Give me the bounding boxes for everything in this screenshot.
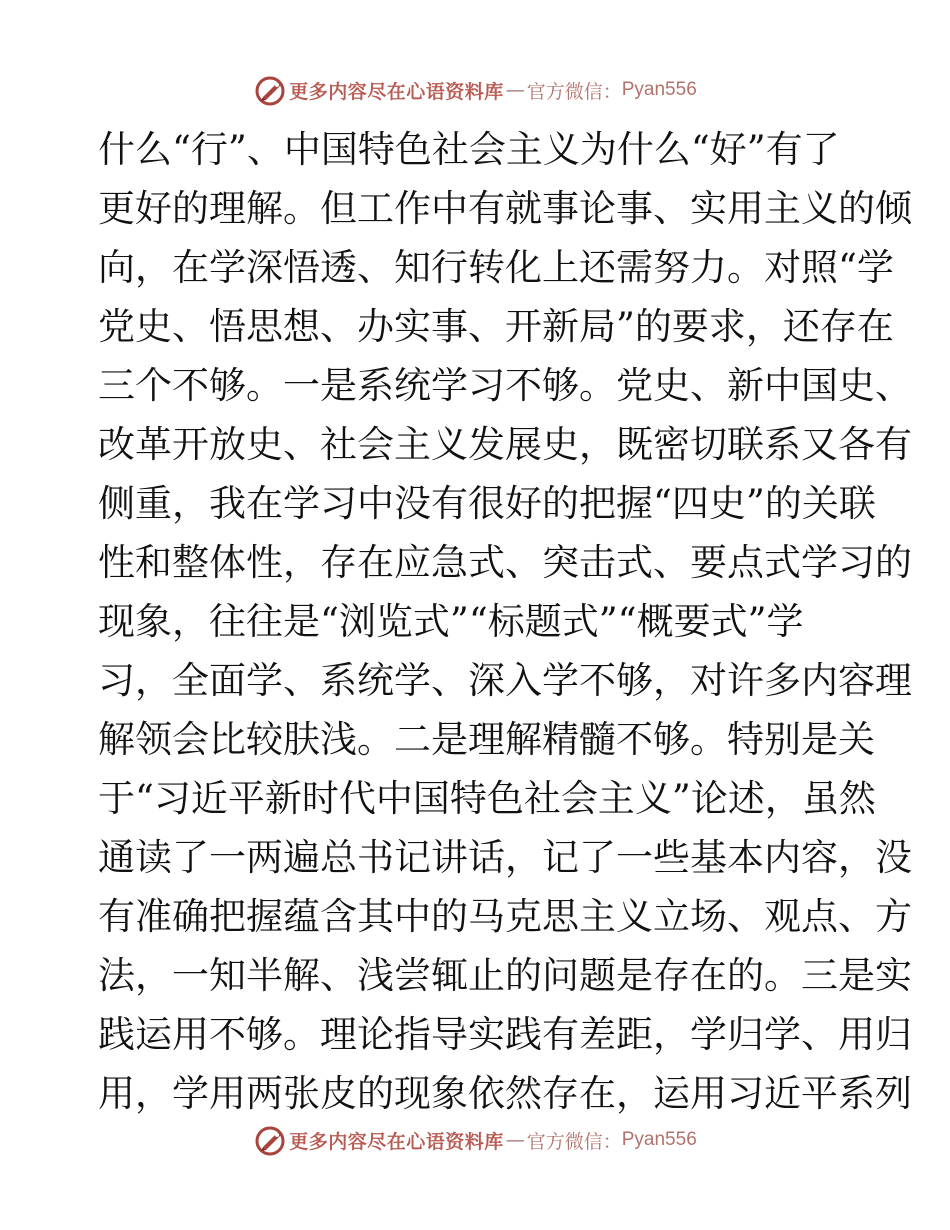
body-line: 侧重，我在学习中没有很好的把握“四史”的关联 xyxy=(98,482,876,525)
body-line: 于“习近平新时代中国特色社会主义”论述，虽然 xyxy=(98,777,876,820)
body-line: 有准确把握蕴含其中的马克思主义立场、观点、方 xyxy=(98,895,912,938)
watermark-dash: — xyxy=(505,79,525,101)
footer-watermark xyxy=(0,1122,950,1158)
watermark-site-text: 更多内容尽在心语资料库 xyxy=(289,1130,504,1153)
body-line: 三个不够。一是系统学习不够。党史、新中国史、 xyxy=(98,364,912,407)
body-line: 用，学用两张皮的现象依然存在，运用习近平系列 xyxy=(98,1072,912,1115)
body-line: 现象，往往是“浏览式”“标题式”“概要式”学 xyxy=(98,600,804,643)
body-line: 通读了一两遍总书记讲话，记了一些基本内容，没 xyxy=(98,836,912,879)
pen-logo-icon xyxy=(253,1123,287,1157)
body-line: 习，全面学、系统学、深入学不够，对许多内容理 xyxy=(98,659,912,702)
body-line: 向，在学深悟透、知行转化上还需努力。对照“学 xyxy=(98,246,894,289)
body-line: 性和整体性，存在应急式、突击式、要点式学习的 xyxy=(98,541,912,584)
watermark-dash: — xyxy=(505,1129,525,1151)
watermark-wechat-id: Pyan556 xyxy=(621,79,697,100)
document-body xyxy=(98,120,912,1123)
header-watermark xyxy=(0,72,950,108)
body-line: 什么“行”、中国特色社会主义为什么“好”有了 xyxy=(98,128,840,171)
body-line: 法，一知半解、浅尝辄止的问题是存在的。三是实 xyxy=(98,954,912,997)
body-line: 解领会比较肤浅。二是理解精髓不够。特别是关 xyxy=(98,718,875,761)
body-line: 更好的理解。但工作中有就事论事、实用主义的倾 xyxy=(98,187,912,230)
body-line: 践运用不够。理论指导实践有差距，学归学、用归 xyxy=(98,1013,912,1056)
watermark-wechat-id: Pyan556 xyxy=(621,1129,697,1150)
watermark-site-text: 更多内容尽在心语资料库 xyxy=(289,80,504,103)
watermark-official-label: 官方微信： xyxy=(526,80,622,103)
body-line: 改革开放史、社会主义发展史，既密切联系又各有 xyxy=(98,423,912,466)
pen-logo-icon xyxy=(253,73,287,107)
watermark-official-label: 官方微信： xyxy=(526,1130,622,1153)
body-line: 党史、悟思想、办实事、开新局”的要求，还存在 xyxy=(98,305,894,348)
